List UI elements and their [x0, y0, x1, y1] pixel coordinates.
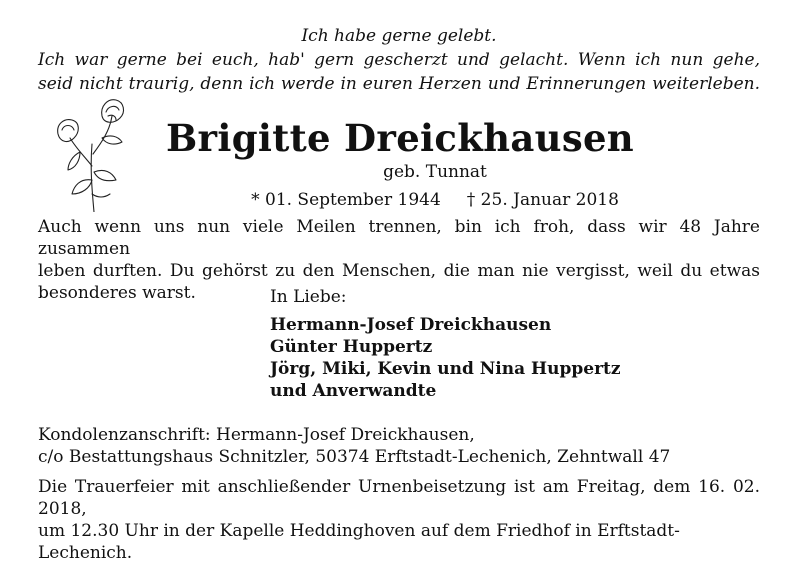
- family-name: und Anverwandte: [270, 381, 437, 401]
- condolence-address: [38, 424, 760, 468]
- service-line: Die Trauerfeier mit anschließender Urnenbeisetzung ist am Freitag, dem 16. 02. 2018,: [38, 477, 760, 519]
- message-line: Auch wenn uns nun viele Meilen trennen, bin ich froh, dass wir 48 Jahre zusammen: [38, 217, 760, 259]
- deceased-name: Brigitte Dreickhausen: [165, 116, 635, 160]
- birth-date: * 01. September 1944: [251, 190, 441, 210]
- poem: [38, 24, 760, 96]
- poem-line: seid nicht traurig, denn ich werde in euren Herzen und Erinnerungen weiterleben.: [38, 74, 760, 94]
- death-date: † 25. Januar 2018: [466, 190, 619, 210]
- address-line: Kondolenzanschrift: Hermann-Josef Dreickhausen,: [38, 425, 475, 445]
- family-intro: In Liebe:: [270, 287, 347, 307]
- poem-line: Ich habe gerne gelebt.: [301, 26, 497, 46]
- message-line: besonderes warst.: [38, 283, 196, 303]
- address-line: c/o Bestattungshaus Schnitzler, 50374 Erftstadt-Lechenich, Zehntwall 47: [38, 447, 671, 467]
- message-line: leben durften. Du gehörst zu den Menschen, die man nie vergisst, weil du etwas: [38, 261, 760, 281]
- poem-line: Ich war gerne bei euch, hab' gern gescherzt und gelacht. Wenn ich nun gehe,: [38, 50, 760, 70]
- family-name: Jörg, Miki, Kevin und Nina Huppertz: [270, 359, 621, 379]
- family-name: Hermann-Josef Dreickhausen: [270, 315, 552, 335]
- life-dates: [0, 188, 800, 212]
- family-signatures: [270, 286, 750, 402]
- service-line: um 12.30 Uhr in der Kapelle Heddinghoven auf dem Friedhof in Erftstadt-Lechenich.: [38, 521, 680, 563]
- born-name: geb. Tunnat: [383, 162, 487, 182]
- family-name: Günter Huppertz: [270, 337, 433, 357]
- funeral-service-info: [38, 476, 760, 564]
